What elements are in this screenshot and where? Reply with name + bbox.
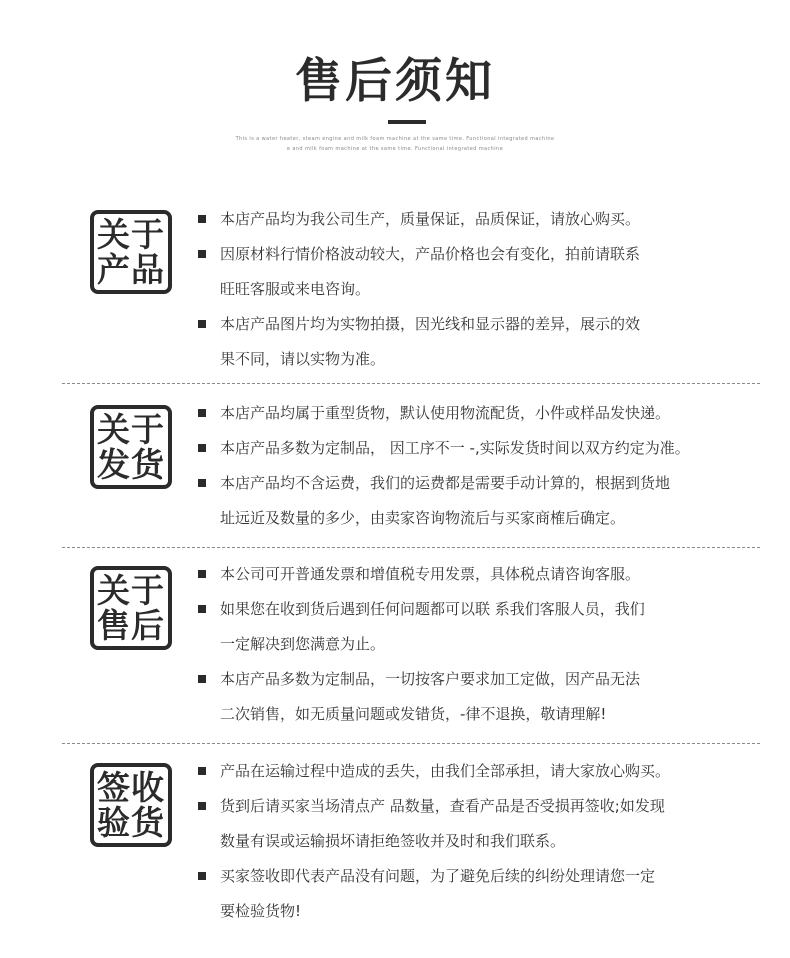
subtitle-line-1: This is a water heater, steam engine and milk foam machine at the same time. Functional integrated machine bbox=[235, 136, 555, 142]
badge-text-line-1: 关于 bbox=[97, 410, 165, 449]
list-item bbox=[198, 754, 758, 789]
section-badge bbox=[90, 763, 172, 847]
section-badge bbox=[90, 210, 172, 294]
list-item bbox=[198, 307, 758, 377]
bullet-square-icon bbox=[198, 872, 206, 880]
list-item bbox=[198, 662, 758, 732]
list-item bbox=[198, 859, 758, 929]
page-title: 售后须知 bbox=[295, 54, 495, 109]
item-text-line: 本店产品均属于重型货物，默认使用物流配货，小件或样品发快递。 bbox=[220, 404, 671, 422]
item-text-line: 如果您在收到货后遇到任何问题都可以联 系我们客服人员，我们 bbox=[220, 600, 645, 618]
item-text-line: 因原材料行情价格波动较大，产品价格也会有变化，拍前请联系 bbox=[220, 245, 641, 263]
dashed-divider bbox=[62, 547, 760, 548]
item-text-line: 本店产品多数为定制品，一切按客户要求加工定做，因产品无法 bbox=[220, 670, 641, 688]
item-text-line: 旺旺客服或来电咨询。 bbox=[220, 280, 371, 298]
list-item bbox=[198, 431, 758, 466]
bullet-square-icon bbox=[198, 444, 206, 452]
list-item bbox=[198, 237, 758, 307]
item-text-line: 货到后请买家当场清点产 品数量，查看产品是否受损再签收;如发现 bbox=[220, 797, 665, 815]
item-text-line: 产品在运输过程中造成的丢失，由我们全部承担，请大家放心购买。 bbox=[220, 762, 671, 780]
badge-text-line-2: 产品 bbox=[97, 250, 165, 289]
badge-text-line-2: 验货 bbox=[97, 803, 165, 842]
item-list bbox=[198, 754, 758, 929]
item-text-line: 要检验货物! bbox=[220, 902, 302, 920]
section-badge bbox=[90, 405, 172, 489]
badge-text-line-1: 关于 bbox=[97, 215, 165, 254]
bullet-square-icon bbox=[198, 802, 206, 810]
item-text-line: 果不同，请以实物为准。 bbox=[220, 350, 386, 368]
item-text-line: 二次销售，如无质量问题或发错货，-律不退换，敬请理解! bbox=[220, 705, 607, 723]
page-header bbox=[0, 0, 790, 170]
item-text-line: 买家签收即代表产品没有问题，为了避免后续的纠纷处理请您一定 bbox=[220, 867, 656, 885]
bullet-square-icon bbox=[198, 675, 206, 683]
subtitle-line-2: e and milk foam machine at the same time. Functional integrated machine bbox=[286, 146, 504, 152]
item-list bbox=[198, 557, 758, 732]
item-text-line: 本店产品均不含运费，我们的运费都是需要手动计算的，根据到货地 bbox=[220, 474, 671, 492]
item-text-line: 本公司可开普通发票和增值税专用发票，具体税点请咨询客服。 bbox=[220, 565, 641, 583]
bullet-square-icon bbox=[198, 605, 206, 613]
badge-text-line-2: 发货 bbox=[97, 445, 165, 484]
dashed-divider bbox=[62, 743, 760, 744]
list-item bbox=[198, 592, 758, 662]
list-item bbox=[198, 789, 758, 859]
bullet-square-icon bbox=[198, 479, 206, 487]
list-item bbox=[198, 557, 758, 592]
item-text-line: 本店产品图片均为实物拍摄，因光线和显示器的差异，展示的效 bbox=[220, 315, 641, 333]
bullet-square-icon bbox=[198, 409, 206, 417]
bullet-square-icon bbox=[198, 570, 206, 578]
list-item bbox=[198, 202, 758, 237]
item-text-line: 一定解决到您满意为止。 bbox=[220, 635, 386, 653]
title-underline bbox=[388, 120, 426, 124]
badge-text-line-1: 关于 bbox=[97, 571, 165, 610]
bullet-square-icon bbox=[198, 320, 206, 328]
item-list bbox=[198, 202, 758, 377]
list-item bbox=[198, 466, 758, 536]
badge-text-line-1: 签收 bbox=[97, 768, 165, 807]
item-text-line: 本店产品多数为定制品， 因工序不一 -,实际发货时间以双方约定为准。 bbox=[220, 439, 690, 457]
item-text-line: 本店产品均为我公司生产，质量保证，品质保证，请放心购买。 bbox=[220, 210, 641, 228]
list-item bbox=[198, 396, 758, 431]
bullet-square-icon bbox=[198, 767, 206, 775]
item-list bbox=[198, 396, 758, 536]
item-text-line: 数量有误或运输损坏请拒绝签收并及时和我们联系。 bbox=[220, 832, 566, 850]
section-badge bbox=[90, 566, 172, 650]
bullet-square-icon bbox=[198, 215, 206, 223]
dashed-divider bbox=[62, 383, 760, 384]
item-text-line: 址远近及数量的多少，由卖家咨询物流后与买家商榷后确定。 bbox=[220, 509, 626, 527]
bullet-square-icon bbox=[198, 250, 206, 258]
badge-text-line-2: 售后 bbox=[97, 606, 165, 645]
